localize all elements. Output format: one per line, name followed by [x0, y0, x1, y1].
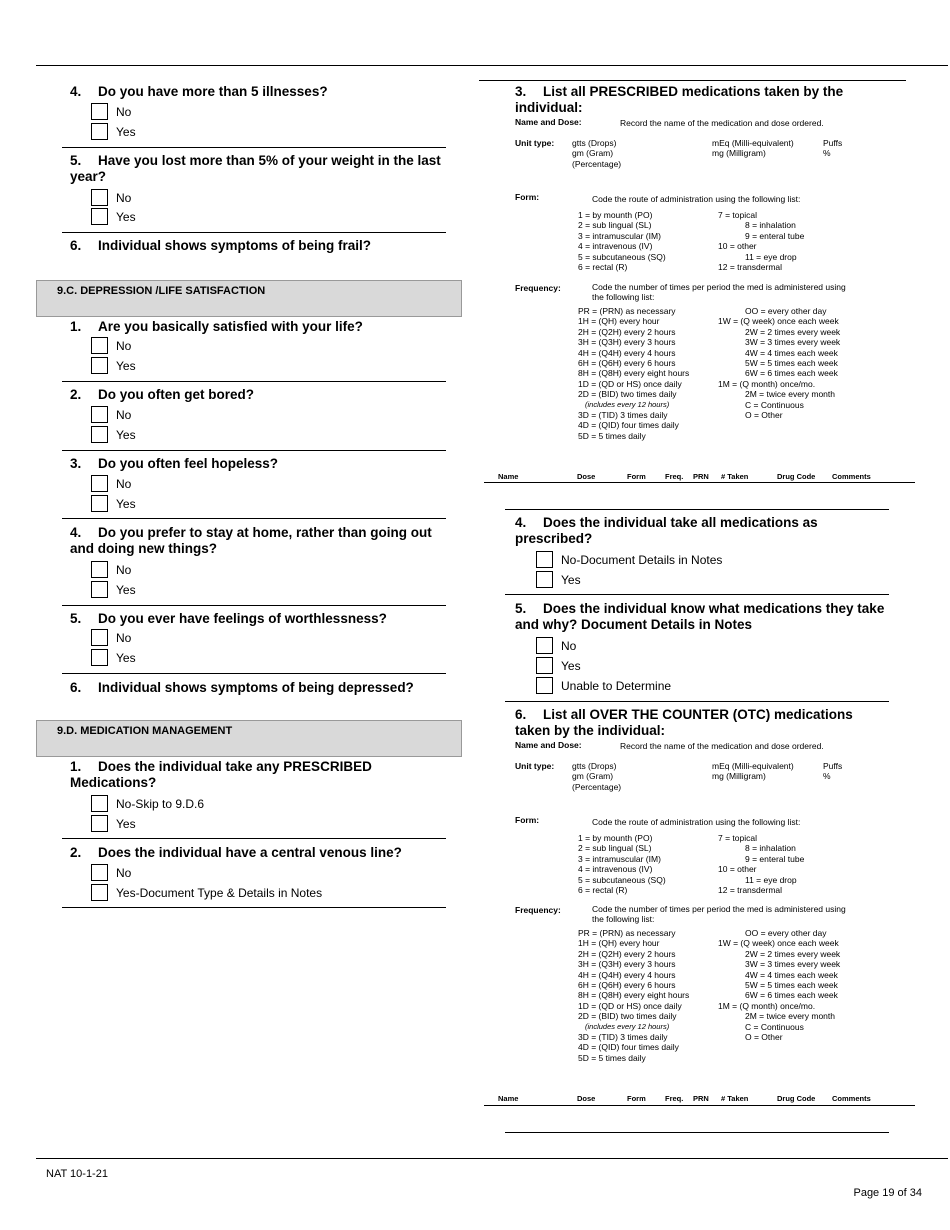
col-form: Form [627, 1094, 646, 1103]
unit-type-label: Unit type: [515, 138, 555, 148]
col-comments: Comments [832, 472, 871, 481]
form-desc: Code the route of administration using the following list: [592, 817, 801, 827]
unit-col3: Puffs % [823, 761, 843, 782]
question-worthlessness: 5. Do you ever have feelings of worthlessness? [70, 611, 387, 626]
checkbox[interactable] [91, 357, 108, 374]
checkbox[interactable] [91, 103, 108, 120]
section-header-medication: 9.D. MEDICATION MANAGEMENT [36, 720, 462, 757]
col-drug-code: Drug Code [777, 472, 816, 481]
checkbox[interactable] [91, 581, 108, 598]
form-label: Form: [515, 192, 540, 202]
section-header-depression: 9.C. DEPRESSION /LIFE SATISFACTION [36, 280, 462, 317]
page-number: Page 19 of 34 [853, 1187, 922, 1199]
frequency-col1: PR = (PRN) as necessary 1H = (QH) every hour 2H = (Q2H) every 2 hours 3H = (Q3H) every 3 hours 4H = (Q4H) every 4 hours 6H = (Q6H) every 6 hours 8H = (Q8H) every eight hours 1D = (QD or HS) once daily 2D = (BID) two times daily (includes every 12 hours) 3D = (TID) 3 times daily 4D = (QID) four times daily 5D = 5 times daily [578, 928, 690, 1063]
checkbox[interactable] [91, 561, 108, 578]
frequency-col1: PR = (PRN) as necessary 1H = (QH) every hour 2H = (Q2H) every 2 hours 3H = (Q3H) every 3 hours 4H = (Q4H) every 4 hours 6H = (Q6H) every 6 hours 8H = (Q8H) every eight hours 1D = (QD or HS) once daily 2D = (BID) two times daily (includes every 12 hours) 3D = (TID) 3 times daily 4D = (QID) four times daily 5D = 5 times daily [578, 306, 690, 441]
checkbox[interactable] [91, 123, 108, 140]
form-col1: 1 = by mounth (PO) 2 = sub lingual (SL) 3 = intramuscular (IM) 4 = intravenous (IV) 5 = subcutaneous (SQ) 6 = rectal (R) [578, 210, 666, 273]
question-list-otc: 6. List all OVER THE COUNTER (OTC) medications taken by the individual: [515, 707, 853, 738]
question-central-venous-line: 2. Does the individual have a central venous line? [70, 845, 402, 860]
col-dose: Dose [577, 472, 596, 481]
frequency-col2: OO = every other day 1W = (Q week) once each week 2W = 2 times every week 3W = 3 times every week 4W = 4 times each week 5W = 5 times each week 6W = 6 times each week 1M = (Q month) once/mo. 2M = twice every month C = Continuous O = Other [718, 306, 841, 421]
checkbox[interactable] [91, 426, 108, 443]
checkbox[interactable] [91, 884, 108, 901]
form-col2: 7 = topical 8 = inhalation 9 = enteral tube 10 = other 11 = eye drop 12 = transdermal [718, 833, 805, 896]
col-freq: Freq. [665, 1094, 684, 1103]
checkbox[interactable] [91, 337, 108, 354]
frequency-desc: Code the number of times per period the med is administered using the following list: [592, 904, 846, 925]
frequency-desc: Code the number of times per period the med is administered using the following list: [592, 282, 846, 303]
checkbox[interactable] [536, 571, 553, 588]
form-col1: 1 = by mounth (PO) 2 = sub lingual (SL) 3 = intramuscular (IM) 4 = intravenous (IV) 5 = subcutaneous (SQ) 6 = rectal (R) [578, 833, 666, 896]
question-list-prescribed: 3. List all PRESCRIBED medications taken by the individual: [515, 84, 844, 115]
col-prn: PRN [693, 1094, 709, 1103]
footer-rule [36, 1158, 948, 1159]
frequency-label: Frequency: [515, 283, 561, 293]
col-freq: Freq. [665, 472, 684, 481]
col-dose: Dose [577, 1094, 596, 1103]
checkbox[interactable] [91, 406, 108, 423]
col-comments: Comments [832, 1094, 871, 1103]
name-dose-label: Name and Dose: [515, 117, 582, 127]
rule [62, 838, 446, 839]
form-label: Form: [515, 815, 540, 825]
name-dose-desc: Record the name of the medication and dose ordered. [620, 118, 824, 128]
frequency-label: Frequency: [515, 905, 561, 915]
col-name: Name [498, 1094, 519, 1103]
question-hopeless: 3. Do you often feel hopeless? [70, 456, 279, 471]
col-prn: PRN [693, 472, 709, 481]
unit-col2: mEq (Milli-equivalent) mg (Milligram) [712, 761, 794, 782]
rule [62, 518, 446, 519]
rule [505, 701, 889, 702]
form-col2: 7 = topical 8 = inhalation 9 = enteral tube 10 = other 11 = eye drop 12 = transdermal [718, 210, 805, 273]
checkbox[interactable] [91, 189, 108, 206]
col-drug-code: Drug Code [777, 1094, 816, 1103]
checkbox[interactable] [536, 637, 553, 654]
frequency-col2: OO = every other day 1W = (Q week) once each week 2W = 2 times every week 3W = 3 times every week 4W = 4 times each week 5W = 5 times each week 6W = 6 times each week 1M = (Q month) once/mo. 2M = twice every month C = Continuous O = Other [718, 928, 841, 1043]
checkbox[interactable] [91, 495, 108, 512]
rule [62, 147, 446, 148]
col-taken: # Taken [721, 1094, 749, 1103]
checkbox[interactable] [91, 649, 108, 666]
checkbox[interactable] [91, 208, 108, 225]
question-bored: 2. Do you often get bored? [70, 387, 254, 402]
question-prescribed-meds: 1. Does the individual take any PRESCRIBED Medications? [70, 759, 372, 790]
question-take-as-prescribed: 4. Does the individual take all medications as prescribed? [515, 515, 818, 546]
checkbox[interactable] [91, 475, 108, 492]
question-weight-loss: 5. Have you lost more than 5% of your weight in the last year? [70, 153, 441, 184]
rule [484, 1105, 915, 1106]
question-satisfied: 1. Are you basically satisfied with your life? [70, 319, 363, 334]
unit-col2: mEq (Milli-equivalent) mg (Milligram) [712, 138, 794, 159]
unit-type-label: Unit type: [515, 761, 555, 771]
col-taken: # Taken [721, 472, 749, 481]
rule [62, 605, 446, 606]
rule [62, 907, 446, 908]
rule [479, 80, 906, 81]
checkbox[interactable] [91, 815, 108, 832]
rule [505, 1132, 889, 1133]
unit-col1: gtts (Drops) gm (Gram) (Percentage) [572, 761, 622, 792]
rule [505, 509, 889, 510]
unit-col3: Puffs % [823, 138, 843, 159]
col-form: Form [627, 472, 646, 481]
rule [62, 232, 446, 233]
unit-col1: gtts (Drops) gm (Gram) (Percentage) [572, 138, 622, 169]
question-know-medications: 5. Does the individual know what medications they take and why? Document Details in Notes [515, 601, 885, 632]
checkbox[interactable] [536, 677, 553, 694]
question-frail: 6. Individual shows symptoms of being frail? [70, 238, 372, 253]
rule [484, 482, 915, 483]
question-stay-home: 4. Do you prefer to stay at home, rather than going out and doing new things? [70, 525, 432, 556]
rule [62, 673, 446, 674]
form-desc: Code the route of administration using the following list: [592, 194, 801, 204]
checkbox[interactable] [536, 551, 553, 568]
checkbox[interactable] [536, 657, 553, 674]
question-depressed: 6. Individual shows symptoms of being depressed? [70, 680, 414, 695]
top-rule [36, 65, 948, 66]
name-dose-desc: Record the name of the medication and dose ordered. [620, 741, 824, 751]
rule [505, 594, 889, 595]
rule [62, 381, 446, 382]
rule [62, 450, 446, 451]
checkbox[interactable] [91, 864, 108, 881]
col-name: Name [498, 472, 519, 481]
form-id: NAT 10-1-21 [46, 1168, 108, 1180]
question-illnesses: 4. Do you have more than 5 illnesses? [70, 84, 328, 99]
checkbox[interactable] [91, 795, 108, 812]
checkbox[interactable] [91, 629, 108, 646]
name-dose-label: Name and Dose: [515, 740, 582, 750]
